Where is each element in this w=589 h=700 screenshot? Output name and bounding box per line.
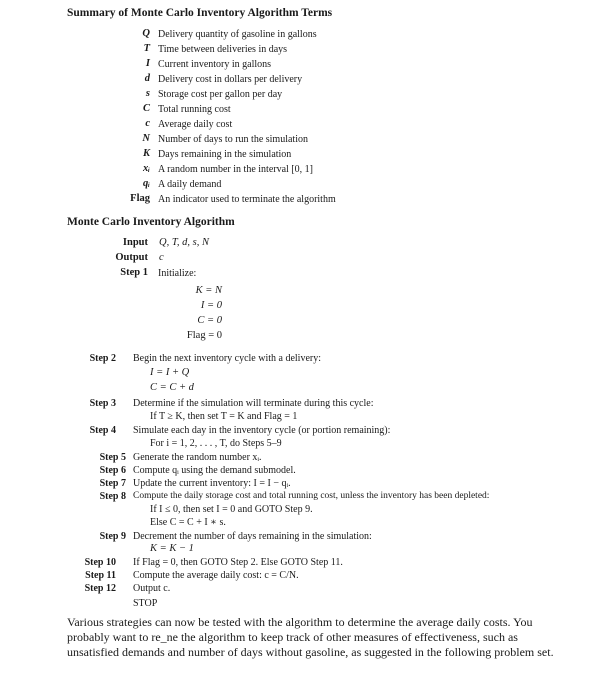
step-text: Begin the next inventory cycle with a delivery: <box>133 353 321 364</box>
output-label: Output <box>115 252 148 263</box>
step-subtext: If I ≤ 0, then set I = 0 and GOTO Step 9. <box>150 504 313 515</box>
init-equation: C = 0 <box>197 315 222 326</box>
step-label: Step 10 <box>84 557 116 568</box>
term-symbol: d <box>144 73 150 84</box>
step-label: Step 4 <box>89 425 116 436</box>
step-label: Step 8 <box>99 491 126 502</box>
step-label: Step 11 <box>85 570 116 581</box>
input-label: Input <box>122 237 148 248</box>
term-description: Storage cost per gallon per day <box>158 89 283 100</box>
term-description: Delivery cost in dollars per delivery <box>158 74 303 85</box>
term-description: Number of days to run the simulation <box>158 134 308 145</box>
step-subtext: Else C = C + I ∗ s. <box>150 517 226 528</box>
term-description: Delivery quantity of gasoline in gallons <box>158 29 317 40</box>
step-text: Update the current inventory: I = I − qᵢ. <box>133 478 291 489</box>
step-label: Step 3 <box>89 398 116 409</box>
step-label: Step 5 <box>99 452 126 463</box>
term-description: An indicator used to terminate the algorithm <box>158 194 336 205</box>
term-symbol: I <box>145 58 150 69</box>
step-label: Step 9 <box>99 531 126 542</box>
step-text: Output c. <box>133 583 171 594</box>
term-symbol: N <box>142 133 150 144</box>
term-description: Total running cost <box>158 104 231 115</box>
step-label: Step 1 <box>120 267 148 278</box>
algorithm-title: Monte Carlo Inventory Algorithm <box>67 216 235 228</box>
term-symbol: s <box>145 88 150 99</box>
term-symbol: Flag <box>130 193 150 204</box>
step-text: Decrement the number of days remaining in the simulation: <box>133 531 372 542</box>
stop-text: STOP <box>133 598 158 609</box>
term-symbol: c <box>145 118 150 129</box>
step-text: Compute qᵢ using the demand submodel. <box>133 465 296 476</box>
term-description: Time between deliveries in days <box>158 44 288 55</box>
term-description: Current inventory in gallons <box>158 59 272 70</box>
step-label: Step 2 <box>89 353 116 364</box>
term-symbol: qᵢ <box>142 178 150 189</box>
init-equation: I = 0 <box>200 300 222 311</box>
term-description: Average daily cost <box>158 119 233 130</box>
term-symbol: xᵢ <box>142 163 150 174</box>
term-symbol: K <box>142 148 150 159</box>
step2-equation: C = C + d <box>150 382 194 393</box>
closing-paragraph: Various strategies can now be tested with the algorithm to determine the average daily costs. You probably want to re_ne the algorithm to keep track of other measures of effectiveness, such as unsatisfied demands and number of days without gasoline, as suggested in the following problem set. <box>67 615 554 659</box>
step-text: Compute the daily storage cost and total running cost, unless the inventory has been depleted: <box>133 491 490 501</box>
step-subtext: If T ≥ K, then set T = K and Flag = 1 <box>150 411 298 422</box>
step-label: Step 12 <box>84 583 116 594</box>
init-equation: Flag = 0 <box>186 330 222 341</box>
step-label: Step 7 <box>99 478 126 489</box>
step-text: Generate the random number xᵢ. <box>133 452 262 463</box>
step-text: Determine if the simulation will terminate during this cycle: <box>133 398 374 409</box>
step-text: Initialize: <box>158 268 197 279</box>
step-text: Simulate each day in the inventory cycle (or portion remaining): <box>133 425 391 436</box>
term-description: A random number in the interval [0, 1] <box>158 164 313 175</box>
init-equation: K = N <box>195 285 222 296</box>
term-description: Days remaining in the simulation <box>158 149 292 160</box>
step-subtext: For i = 1, 2, . . . , T, do Steps 5–9 <box>150 438 282 449</box>
step-subtext: K = K − 1 <box>150 543 194 554</box>
summary-title: Summary of Monte Carlo Inventory Algorithm Terms <box>67 7 333 19</box>
step-text: If Flag = 0, then GOTO Step 2. Else GOTO Step 11. <box>133 557 343 568</box>
term-symbol: T <box>143 43 150 54</box>
input-value: Q, T, d, s, N <box>159 237 209 248</box>
term-description: A daily demand <box>158 179 222 190</box>
output-value: c <box>159 252 164 263</box>
step-label: Step 6 <box>99 465 126 476</box>
term-symbol: Q <box>142 28 150 39</box>
step-text: Compute the average daily cost: c = C/N. <box>133 570 299 581</box>
step2-equation: I = I + Q <box>150 367 190 378</box>
term-symbol: C <box>142 103 150 114</box>
